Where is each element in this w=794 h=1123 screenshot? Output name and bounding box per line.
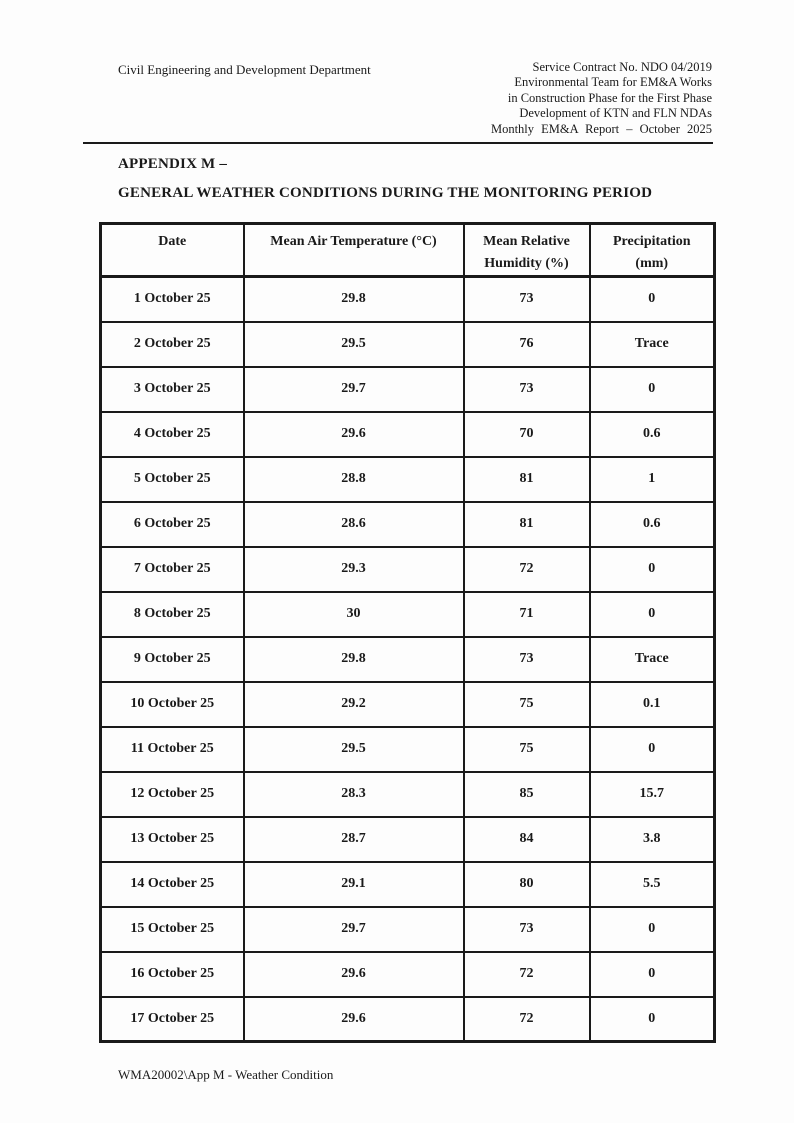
table-row: [101, 502, 715, 547]
table-cell: 30: [244, 592, 464, 637]
appendix-title-line2: GENERAL WEATHER CONDITIONS DURING THE MONITORING PERIOD: [118, 184, 653, 201]
table-cell: 29.8: [244, 637, 464, 682]
table-cell: 12 October 25: [101, 772, 244, 817]
weather-table-head: [101, 224, 715, 277]
table-row: [101, 772, 715, 817]
table-cell: 6 October 25: [101, 502, 244, 547]
table-cell: 5 October 25: [101, 457, 244, 502]
column-header: Date: [101, 224, 244, 277]
table-cell: 17 October 25: [101, 997, 244, 1042]
table-cell: 29.3: [244, 547, 464, 592]
table-cell: 81: [464, 502, 590, 547]
table-cell: 0: [590, 952, 715, 997]
table-cell: 72: [464, 997, 590, 1042]
table-cell: 14 October 25: [101, 862, 244, 907]
table-cell: 76: [464, 322, 590, 367]
table-cell: 4 October 25: [101, 412, 244, 457]
footer-reference: WMA20002\App M - Weather Condition: [118, 1067, 334, 1082]
table-cell: 7 October 25: [101, 547, 244, 592]
table-row: [101, 817, 715, 862]
table-cell: 0: [590, 277, 715, 322]
table-cell: 72: [464, 547, 590, 592]
environmental-team-line: Environmental Team for EM&A Works: [514, 75, 712, 90]
service-contract-line: Service Contract No. NDO 04/2019: [532, 60, 712, 74]
department-name: Civil Engineering and Development Department: [118, 62, 371, 77]
table-row: [101, 547, 715, 592]
table-cell: 29.5: [244, 727, 464, 772]
table-cell: 28.6: [244, 502, 464, 547]
report-reference-block: [491, 60, 712, 137]
table-cell: 15.7: [590, 772, 715, 817]
table-cell: 75: [464, 727, 590, 772]
table-row: [101, 322, 715, 367]
table-cell: Trace: [590, 322, 715, 367]
table-cell: 3.8: [590, 817, 715, 862]
table-cell: 72: [464, 952, 590, 997]
table-row: [101, 682, 715, 727]
document-header: [118, 60, 712, 137]
table-cell: 1 October 25: [101, 277, 244, 322]
table-cell: 28.3: [244, 772, 464, 817]
table-cell: 85: [464, 772, 590, 817]
table-row: [101, 862, 715, 907]
table-cell: 3 October 25: [101, 367, 244, 412]
table-row: [101, 952, 715, 997]
table-cell: 16 October 25: [101, 952, 244, 997]
column-header: Mean Air Temperature (°C): [244, 224, 464, 277]
weather-table: [99, 222, 716, 1043]
table-cell: 2 October 25: [101, 322, 244, 367]
table-cell: 0: [590, 547, 715, 592]
header-divider: [83, 142, 713, 144]
table-row: [101, 727, 715, 772]
table-cell: 0.1: [590, 682, 715, 727]
table-cell: 73: [464, 277, 590, 322]
table-cell: 0: [590, 727, 715, 772]
table-cell: 70: [464, 412, 590, 457]
table-cell: 29.6: [244, 952, 464, 997]
table-cell: 0.6: [590, 412, 715, 457]
table-cell: 75: [464, 682, 590, 727]
table-cell: 29.6: [244, 412, 464, 457]
table-cell: 28.7: [244, 817, 464, 862]
table-cell: 28.8: [244, 457, 464, 502]
table-cell: 0: [590, 997, 715, 1042]
table-cell: 0: [590, 907, 715, 952]
appendix-title-line1: APPENDIX M –: [118, 156, 228, 172]
table-cell: 29.6: [244, 997, 464, 1042]
table-cell: 73: [464, 637, 590, 682]
table-row: [101, 367, 715, 412]
table-cell: 13 October 25: [101, 817, 244, 862]
table-cell: 29.5: [244, 322, 464, 367]
table-row: [101, 277, 715, 322]
table-cell: 29.7: [244, 367, 464, 412]
development-line: Development of KTN and FLN NDAs: [519, 106, 712, 121]
table-row: [101, 457, 715, 502]
table-cell: 11 October 25: [101, 727, 244, 772]
appendix-title: [118, 150, 652, 207]
table-cell: Trace: [590, 637, 715, 682]
table-cell: 80: [464, 862, 590, 907]
table-row: [101, 637, 715, 682]
table-cell: 29.7: [244, 907, 464, 952]
table-cell: 15 October 25: [101, 907, 244, 952]
table-cell: 84: [464, 817, 590, 862]
table-cell: 10 October 25: [101, 682, 244, 727]
table-cell: 0: [590, 592, 715, 637]
monthly-report-line: Monthly EM&A Report – October 2025: [490, 121, 712, 136]
construction-phase-line: in Construction Phase for the First Phase: [507, 90, 712, 105]
table-cell: 0: [590, 367, 715, 412]
table-row: [101, 907, 715, 952]
table-cell: 29.1: [244, 862, 464, 907]
header-row: [101, 224, 715, 277]
table-cell: 9 October 25: [101, 637, 244, 682]
column-header: Precipitation (mm): [590, 224, 715, 277]
table-cell: 0.6: [590, 502, 715, 547]
table-row: [101, 997, 715, 1042]
table-row: [101, 592, 715, 637]
weather-table-body: [101, 277, 715, 1042]
table-cell: 5.5: [590, 862, 715, 907]
table-cell: 73: [464, 367, 590, 412]
table-cell: 29.2: [244, 682, 464, 727]
table-cell: 71: [464, 592, 590, 637]
table-cell: 1: [590, 457, 715, 502]
table-cell: 73: [464, 907, 590, 952]
table-cell: 81: [464, 457, 590, 502]
table-row: [101, 412, 715, 457]
column-header: Mean Relative Humidity (%): [464, 224, 590, 277]
table-cell: 8 October 25: [101, 592, 244, 637]
table-cell: 29.8: [244, 277, 464, 322]
